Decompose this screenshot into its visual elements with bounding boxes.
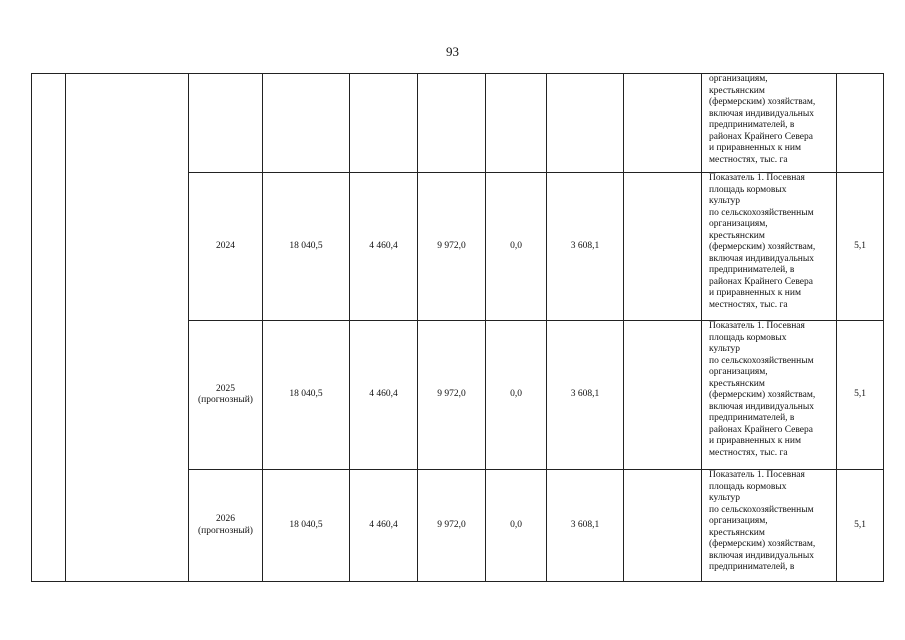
- cell-federal: 4 460,4: [350, 470, 418, 582]
- cell-regional: 9 972,0: [418, 173, 486, 321]
- cell-executor: [624, 74, 702, 173]
- cell-other: [547, 74, 624, 173]
- cell-indicator-value: [837, 74, 884, 173]
- cell-federal: [350, 74, 418, 173]
- cell-regional: 9 972,0: [418, 321, 486, 470]
- table-row: [32, 74, 884, 173]
- cell-local: 0,0: [486, 321, 547, 470]
- cell-federal: 4 460,4: [350, 173, 418, 321]
- cell-year: 2026 (прогнозный): [189, 470, 263, 582]
- cell-executor: [624, 470, 702, 582]
- page-number: 93: [446, 44, 459, 59]
- cell-total: [263, 74, 350, 173]
- cell-executor: [624, 173, 702, 321]
- cell-indicator-value: 5,1: [837, 470, 884, 582]
- cell-total: 18 040,5: [263, 321, 350, 470]
- cell-other: 3 608,1: [547, 321, 624, 470]
- cell-number: [32, 74, 66, 582]
- cell-regional: [418, 74, 486, 173]
- cell-indicator: Показатель 1. Посевная площадь кормовых культур по сельскохозяйственным организациям, крестьянским (фермерским) хозяйствам, включая индивидуальных предпринимателей, в районах Крайнего Севера и приравненных к ним местностях, тыс. га: [702, 173, 837, 321]
- cell-indicator-value: 5,1: [837, 173, 884, 321]
- cell-indicator-value: 5,1: [837, 321, 884, 470]
- cell-indicator: организациям, крестьянским (фермерским) хозяйствам, включая индивидуальных предпринимателей, в районах Крайнего Севера и приравненных к ним местностях, тыс. га: [702, 74, 837, 173]
- cell-other: 3 608,1: [547, 470, 624, 582]
- program-table: [31, 73, 884, 582]
- cell-year: 2025 (прогнозный): [189, 321, 263, 470]
- cell-regional: 9 972,0: [418, 470, 486, 582]
- cell-executor: [624, 321, 702, 470]
- cell-total: 18 040,5: [263, 470, 350, 582]
- cell-local: 0,0: [486, 173, 547, 321]
- cell-total: 18 040,5: [263, 173, 350, 321]
- cell-year: [189, 74, 263, 173]
- cell-indicator: Показатель 1. Посевная площадь кормовых культур по сельскохозяйственным организациям, крестьянским (фермерским) хозяйствам, включая индивидуальных предпринимателей, в: [702, 470, 837, 582]
- cell-local: [486, 74, 547, 173]
- cell-indicator: Показатель 1. Посевная площадь кормовых культур по сельскохозяйственным организациям, крестьянским (фермерским) хозяйствам, включая индивидуальных предпринимателей, в районах Крайнего Севера и приравненных к ним местностях, тыс. га: [702, 321, 837, 470]
- cell-local: 0,0: [486, 470, 547, 582]
- cell-other: 3 608,1: [547, 173, 624, 321]
- cell-year: 2024: [189, 173, 263, 321]
- cell-measure-name: [66, 74, 189, 582]
- cell-federal: 4 460,4: [350, 321, 418, 470]
